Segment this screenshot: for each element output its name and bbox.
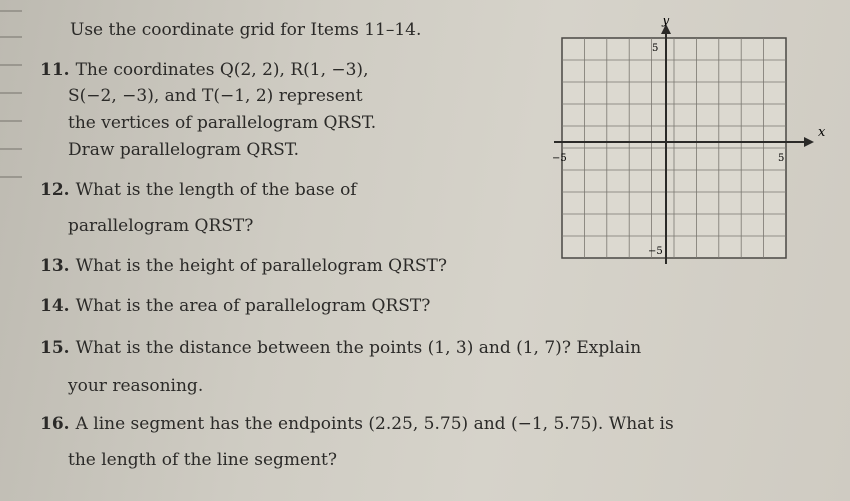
- item-13: [40, 256, 447, 276]
- item-12: [40, 180, 357, 200]
- item-line: What is the height of parallelogram QRST?: [75, 256, 448, 276]
- item-line: S(−2, −3), and T(−1, 2) represent: [68, 86, 363, 106]
- y-axis-label: y: [662, 18, 670, 28]
- item-line: What is the distance between the points (1, 3) and (1, 7)? Explain: [75, 338, 642, 358]
- item-line: the length of the line segment?: [68, 450, 337, 470]
- x-axis-label: x: [818, 125, 826, 140]
- margin-mark: [0, 120, 22, 122]
- item-line: Draw parallelogram QRST.: [68, 140, 300, 160]
- item-number: 15.: [40, 338, 70, 358]
- tick-label-right: 5: [778, 153, 785, 164]
- tick-label-bottom: −5: [648, 246, 663, 257]
- item-16: [40, 414, 674, 434]
- item-number: 11.: [40, 60, 70, 80]
- coordinate-grid: [548, 18, 850, 268]
- tick-label-top: 5: [652, 43, 659, 54]
- item-15: [40, 338, 641, 358]
- item-number: 16.: [40, 414, 70, 434]
- margin-mark: [0, 10, 22, 12]
- item-line: What is the area of parallelogram QRST?: [75, 296, 431, 316]
- item-line: The coordinates Q(2, 2), R(1, −3),: [75, 60, 369, 80]
- margin-mark: [0, 64, 22, 66]
- margin-mark: [0, 92, 22, 94]
- item-line: parallelogram QRST?: [68, 216, 254, 236]
- intro-instruction: Use the coordinate grid for Items 11–14.: [70, 20, 422, 40]
- margin-mark: [0, 176, 22, 178]
- tick-label-left: −5: [552, 153, 567, 164]
- margin-mark: [0, 148, 22, 150]
- item-number: 14.: [40, 296, 70, 316]
- x-axis-arrow-icon: [804, 137, 814, 147]
- item-line: the vertices of parallelogram QRST.: [68, 113, 377, 133]
- item-11: [40, 60, 368, 80]
- item-number: 12.: [40, 180, 70, 200]
- item-line: What is the length of the base of: [75, 180, 357, 200]
- coordinate-grid-svg: [548, 18, 850, 268]
- item-line: your reasoning.: [68, 376, 204, 396]
- item-14: [40, 296, 430, 316]
- item-line: A line segment has the endpoints (2.25, 5.75) and (−1, 5.75). What is: [75, 414, 674, 434]
- item-number: 13.: [40, 256, 70, 276]
- margin-mark: [0, 36, 22, 38]
